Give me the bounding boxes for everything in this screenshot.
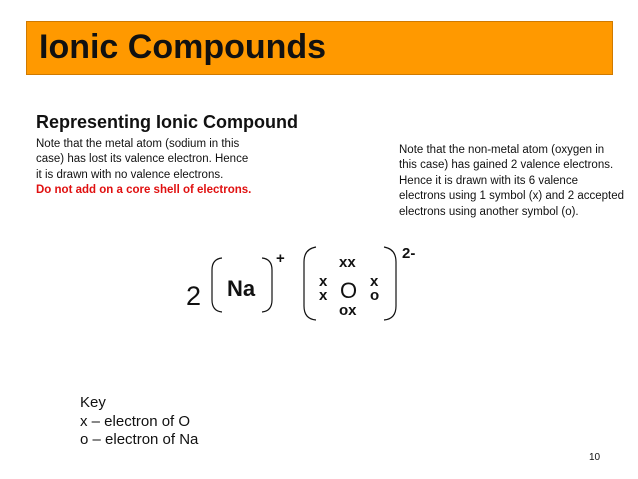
page-number: 10 bbox=[589, 452, 601, 463]
key-heading: Key bbox=[80, 394, 106, 411]
electron-right-bottom: o bbox=[370, 287, 380, 304]
anion-right-bracket bbox=[384, 247, 396, 320]
note-warning: Do not add on a core shell of electrons. bbox=[36, 184, 252, 197]
slide-subtitle: Representing Ionic Compound bbox=[36, 112, 299, 132]
anion-charge: 2- bbox=[402, 245, 416, 262]
electron-bottom-pair: ox bbox=[339, 302, 357, 319]
cation-charge: + bbox=[276, 250, 285, 267]
coefficient: 2 bbox=[186, 281, 202, 311]
cation-left-bracket bbox=[212, 258, 222, 312]
slide-title: Ionic Compounds bbox=[39, 28, 327, 66]
electron-left-top: x bbox=[319, 273, 328, 290]
note-non-metal-text: Note that the non-metal atom (oxygen in this case) has gained 2 valence electrons. Hence it is drawn with its 6 valence electrons using 1 symbol (x) and 2 accepted electrons using another symbol (o). bbox=[399, 144, 625, 218]
electron-left-bottom: x bbox=[319, 287, 328, 304]
electron-right-top: x bbox=[370, 273, 379, 290]
anion-left-bracket bbox=[304, 247, 316, 320]
cation-symbol: Na bbox=[227, 276, 256, 301]
note-metal-text: Note that the metal atom (sodium in this case) has lost its valence electron. Hence it is drawn with no valence electrons. bbox=[36, 138, 249, 181]
key-line-na-electron: o – electron of Na bbox=[80, 431, 199, 448]
key-line-o-electron: x – electron of O bbox=[80, 412, 191, 430]
cation-right-bracket bbox=[262, 258, 272, 312]
electron-top-pair: xx bbox=[339, 254, 356, 271]
key-legend bbox=[80, 394, 198, 450]
anion-symbol: O bbox=[340, 278, 358, 303]
